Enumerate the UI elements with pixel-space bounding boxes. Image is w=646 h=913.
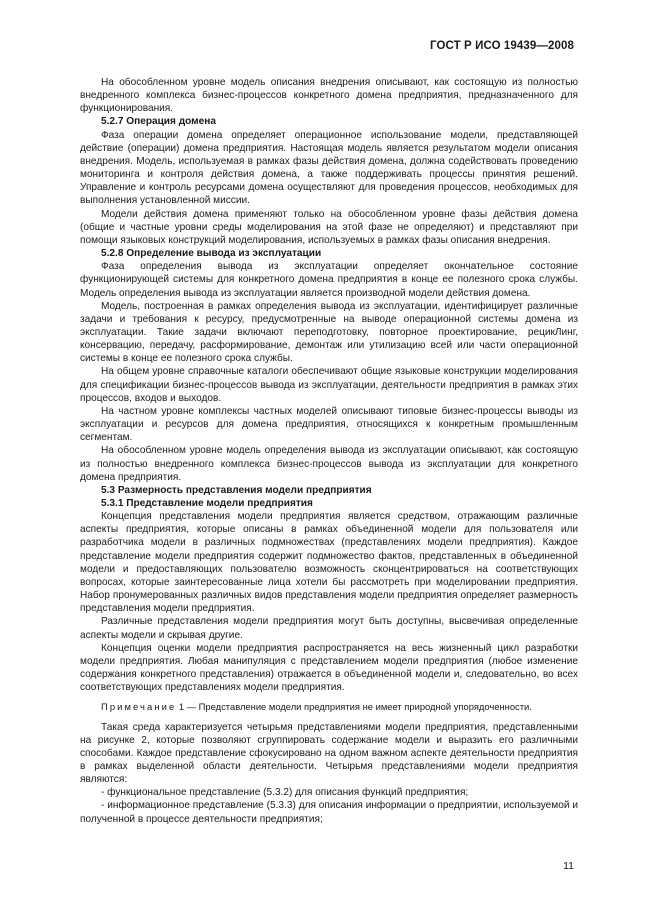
note [80, 700, 578, 713]
page-number: 11 [563, 860, 574, 872]
paragraph: Концепция представления модели предприятия является средством, отражающим различные аспекты предприятия, которые описаны в рамках объединенной модели для пользователя или разработчика модели в различных подмножествах (представлениях модели предприятия). Каждое представление модели предприятия содержит подмножество фактов, представленных в объединенной модели и предоставляющих пользователю возможность сконцентрироваться на соответствующих вопросах, которые заинтересованные лица хотели бы рассмотреть при моделировании предприятия. Набор пронумерованных различных видов представления модели предприятия определяет размерность представления модели предприятия. [80, 511, 578, 615]
note-label: Примечание [101, 701, 177, 713]
paragraph: Такая среда характеризуется четырьмя представлениями модели предприятия, представленными на рисунке 2, которые позволяют сгруппировать содержание модели и выразить его различными способами. Каждое представление сфокусировано на одном важном аспекте деятельности предприятия в рамках выделенной области деятельности. Четырьмя представлениями модели предприятия являются: [80, 721, 578, 786]
section-heading-5-2-8: 5.2.8 Определение вывода из эксплуатации [101, 248, 322, 260]
paragraph: На частном уровне комплексы частных моделей описывают типовые бизнес-процессы выводы из эксплуатации и ресурсов для домена предприятия, относящихся к конкретным промышленным сегментам. [80, 405, 578, 444]
section-heading-5-3: 5.3 Размерность представления модели предприятия [101, 484, 372, 496]
paragraph: На общем уровне справочные каталоги обеспечивают общие языковые конструкции моделирования для спецификации бизнес-процессов вывода из эксплуатации, деятельности предприятия в рамках этих процессов, входов и выходов. [80, 366, 578, 404]
document-body [80, 76, 578, 826]
paragraph: Различные представления модели предприятия могут быть доступны, высвечивая определенные аспекты модели и скрывая другие. [80, 616, 578, 641]
section-heading-5-3-1: 5.3.1 Представление модели предприятия [101, 498, 313, 509]
list-item: - функциональное представление (5.3.2) для описания функций предприятия; [101, 787, 469, 799]
list-item: - информационное представление (5.3.3) для описания информации о предприятии, используемой и полученной в процессе деятельности предприятия; [80, 800, 578, 825]
standard-header: ГОСТ Р ИСО 19439—2008 [429, 40, 574, 52]
paragraph: На обособленном уровне модель определения вывода из эксплуатации описывают, как состоящую из полностью внедренного комплекса бизнес-процессов вывода из эксплуатации для конкретного домена предприятия. [80, 445, 578, 483]
paragraph: Модель, построенная в рамках определения вывода из эксплуатации, идентифицирует различные задачи и требования к ресурсу, предусмотренные на выводе операционной системы домена из эксплуатации. Такие задачи включают переподготовку, повторное проектирование, рецикЛинг, консервацию, передачу, расформирование, демонтаж или утилизацию всей или части операционной системы в конце ее полезного срока службы. [80, 300, 578, 365]
section-heading-5-2-7: 5.2.7 Операция домена [101, 116, 216, 128]
paragraph: Концепция оценки модели предприятия распространяется на весь жизненный цикл разработки модели предприятия. Любая манипуляция с представлением модели предприятия (любое изменение содержания конкретного представления) отражается в объединенной модели и, следовательно, во всех соответствующих представлениях модели предприятия. [80, 642, 578, 694]
paragraph: Фаза операции домена определяет операционное использование модели, представляющей действие (операции) домена предприятия. Настоящая модель является результатом модели описания внедрения. Модель, используемая в рамках фазы действия домена, должна содействовать проведению мониторинга и контроля действия домена, а также поддерживать процессы принятия решений. Управление и контроль ресурсами домена осуществляют для проведения процессов, необходимых для выполнения установленной миссии. [80, 129, 578, 207]
paragraph: На обособленном уровне модель описания внедрения описывают, как состоящую из полностью внедренного комплекса бизнес-процессов конкретного домена предприятия, предназначенного для функционирования. [80, 77, 578, 115]
paragraph: Модели действия домена применяют только на обособленном уровне фазы действия домена (общие и частные уровни среды моделирования на этой фазе не определяют) и представляют при помощи языковых конструкций моделирования, используемых в рамках фазы описания внедрения. [80, 208, 578, 246]
note-text: 1 — Представление модели предприятия не имеет природной упорядоченности. [178, 701, 532, 713]
paragraph: Фаза определения вывода из эксплуатации определяет окончательное состояние функционирующей системы для конкретного домена предприятия в конце ее полезного срока службы. Модель определения вывода из эксплуатации является производной модели действия домена. [80, 261, 578, 299]
